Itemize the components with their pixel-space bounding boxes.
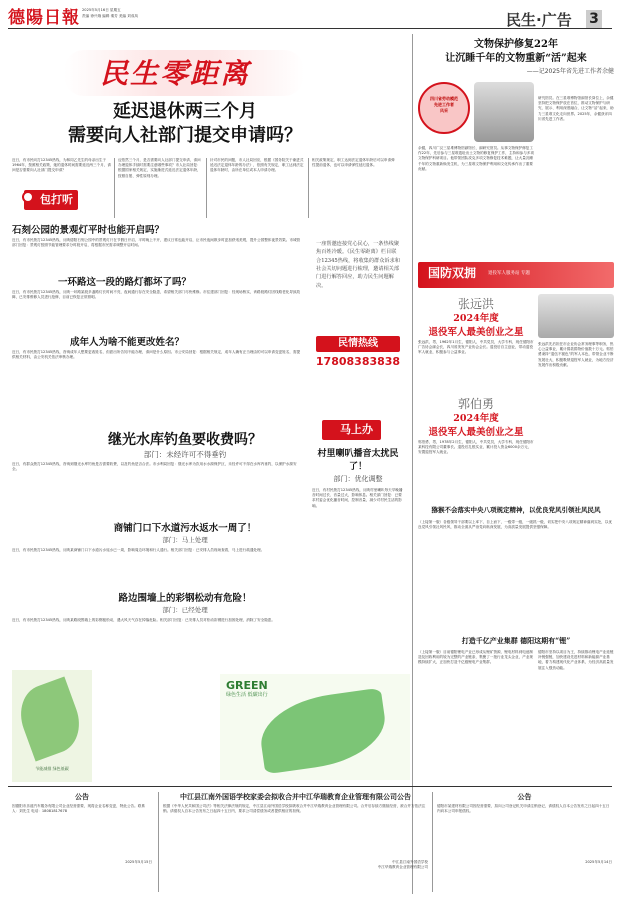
culture-byline: ——记2025年省先进工作者余健 [526,68,614,75]
culture-column-rule [412,34,413,894]
award-text: 四川省劳动模范 先进工作者 风采 [430,96,458,113]
notice-3-body: 德阳市某建材有限公司因经营需要，拟向公司登记机关申请注销登记，请债权人自本公告发布之日起四十五日内向本公司申报债权。 [437,804,610,814]
culture-headline: 文物保护修复22年 让沉睡千年的文物重新“活”起来 [445,39,587,64]
veterans-banner [418,262,614,288]
notice-2-sign: 中江县江南外国语学校 中江华瑞教育企业管理有限公司 [377,860,428,870]
story-1-body: 近日，有市民拨打12345热线，反映德阳石刻公园中的景观灯只在节假日开启，平时晚上不开，建议日常也能开启，让市民夜间散步时更加舒适美观，提升公园整体夜景效果。市城管部门回复：景观灯按照节能管理要求分时段开启，将根据市民需求调整开启时间。 [12,238,301,248]
main-body-a: 迈依然三个月，是否需要向人社部门提交申请，请问办理退休手续时需要注意哪些事项？市人社局回复：根据国家相关规定，实施渐进式延迟法定退休年龄，按照自愿、弹性原则办理。 [114,158,204,218]
small-story-1-body: 近日，有市民拨打12345热线，反映某商铺门口下水道污水返水已一周，影响周边环境和行人通行。相关部门回复：已安排人员现场查看，马上进行疏通处理。 [12,548,265,552]
person-1-name: 张远洪 [457,297,494,311]
notice-2 [158,792,428,892]
story-3-body: 近日，有市民拨打12345热线，咨询成年人想要更改姓名，但派出所告知不能办理，请问是什么原因。市公安局回复：根据相关规定，成年人确有正当理由的可以申请变更姓名，需提供相关材料，由公安机关依法审核办理。 [12,350,301,360]
hotline-poem: 一座帮邀连接党心民心，一条热线聚焦百姓冷暖。《民生零距离》栏目联合12345热线，将收集的群众诉求和社会关切问题进行梳理，邀请相关部门进行解答回应，助力民生问题解决。 [316,241,400,289]
notice-1 [12,792,152,892]
ad-slogan: 绿色生活 低碳出行 [226,692,268,698]
person-1 [418,294,534,394]
veterans-right-col: 张远洪先后担任市企业协会常务理事等职务，热心公益事业，累计捐款捐物价值数十万元。郭伯勇秉持“退伍不褪色”的军人本色，带领企业不断发展壮大，积极吸纳退役军人就业，为地方经济发展作出积极贡献。 [538,342,614,367]
newspaper-logo: 德陽日報 [8,8,80,28]
conduct-headline: 猕猴不会落实中央八项规定精神，以优良党风引领社风民风 [431,506,601,514]
fish-reply: 部门：未经许可不得垂钓 [143,450,227,459]
fish-badge-label: 马上办 [340,423,373,436]
small-story-2-headline: 路边围墙上的彩钢松动有危险！ [118,593,252,604]
main-intro: 近日，有市民向打12345热线，为林同乙先生的母亲出生于1964年，按照相关政策，她的退休时间需要延迟两三个月，请问是否需要向人社部门提交申请？ [12,158,111,173]
notice-1-title: 公告 [75,793,89,801]
leaf-icon [256,688,391,775]
banner-title: 民生零距离 [100,57,251,90]
village-headline: 村里喇叭播音太扰民了！ [317,449,399,473]
leaf-shape-left [12,677,89,762]
editor-line: 责编 徐兴娥 编辑 秦芳 美编 刘成凤 [82,14,139,18]
veterans-banner-sub: 退役军人服务站 专题 [488,271,530,276]
eco-right-col: 德阳市坚持以项目为王，持续推动锂电产业延链补链强链，加快建设先进材料和新能源产业基地，着力构建现代化产业体系，为经济高质量发展注入强劲动能。 [538,650,614,670]
small-story-2-reply: 部门：已经处理 [162,606,208,614]
veteran-photo-1 [538,294,614,338]
person-1-title: 2024年度 退役军人最美创业之星 [428,313,524,338]
village-reply: 部门：优化调整 [333,475,383,483]
green-ad-main [220,674,410,780]
eco-body: （上接第一版）目前德阳锂电产业已形成从锂矿资源、锂电材料到电池制造及回收利用的较为完整的产业链条，集聚了一批行业龙头企业，产业规模持续扩大，正加快打造千亿级锂电产业集群。 [418,650,533,665]
notice-rule [8,786,612,787]
notice-2-body: 根据《中华人民共和国公司法》等相关法律法规的规定，中江县江南外国语学校拟吸收合并中江华瑞教育企业管理有限公司。合并后存续方继续经营，被合并方依法注销。请债权人自本公告发布之日起四十五日内，要求公司清偿债务或者提供相应的担保。 [163,804,426,814]
main-headline: 延迟退休两三个月 需要向人社部门提交申请吗？ [68,101,302,147]
fish-body: 近日，有群众拨打12345热线，咨询到继光水库钓鱼是否需要收费，以及钓鱼是否合法。市水利局回复：继光水库为饮用水水源保护区，未经许可不得在水库内垂钓，以保护水源安全。 [12,462,297,472]
hotline-number: 17808383838 [315,355,401,368]
award-badge [418,82,472,136]
main-body-b: 针对市民的问题，市人社局回应，根据《国务院关于渐进式延迟法定退休年龄的办法》，依照有关规定，职工达到法定退休年龄时，由所在单位或本人申请办理。 [206,158,306,218]
veterans-banner-title: 国防双拥 [428,266,477,280]
notice-3 [432,792,612,892]
info-badge-label: 包打听 [40,193,73,206]
story-3-headline: 成年人为啥不能更改姓名？ [70,337,185,348]
hotline-label: 民情热线 [338,338,378,349]
small-story-1-headline: 商铺门口下水道污水返水一周了！ [113,523,257,534]
green-ad-left [12,670,92,782]
small-story-2-body: 近日，有市民拨打12345热线，反映某路段围墙上的彩钢板松动，遇大风天气存在掉落危险。相关部门回复：已安排人员对松动彩钢进行加固处理，消除了安全隐患。 [12,618,275,622]
person-2-name: 郭伯勇 [457,397,494,411]
notice-1-sign: 2025年5月15日 [125,860,152,865]
left-ad-text: 节能减排 绿色低碳 [35,766,69,771]
small-story-1-reply: 部门：马上处理 [162,536,208,544]
story-2-body: 近日，有市民拨打12345热线，反映一环路某段多盏路灯长时间不亮，夜间通行存在安全隐患，希望相关部门尽快维修。市住建部门回复：经现场核实，该路段路灯因线路老化导致故障，已安排维修人员进行抢修，目前已恢复正常照明。 [12,290,301,300]
culture-right-col: 研究馆员。在三星堆博物馆副馆长岗位上，余健坚持把文物保护放在首位，推动文物保护与研究、展示、利用深度融合，让文物“活”起来，助力三星堆文化走向世界。2025年，余健获评四川省先进工作者。 [538,96,614,121]
village-body: 近日，有村民拨打12345热线，反映村里喇叭每天早晚播音时间过长、音量过大，影响休息。相关部门回复：已要求村委会优化播音时间，控制音量，减少对村民生活的影响。 [312,488,403,508]
notice-3-sign: 2025年5月14日 [585,860,612,865]
notice-2-title: 中江县江南外国语学校家委会拟收合并中江华瑞教育企业管理有限公司公告 [180,793,411,801]
conduct-body: （上接第一版）各级领导干部要以上率下，自上而下，一级带一级，一级抓一级，切实把中央八项规定精神落到实处，以优良党风引领社风民风，推动全面从严治党向纵深发展，为高质量发展提供坚强保障。 [418,520,613,530]
ad-headline: GREEN [226,679,268,692]
notice-1-body: 因德阳市乐道汽车服务有限公司企业经营需要，现将企业名称变更，特此公告。联系人：刘先生 电话：18081817678 [12,804,145,814]
hotline-panel [308,220,408,430]
notice-3-title: 公告 [517,793,532,801]
fish-badge [322,420,381,440]
badge-icon [22,191,34,203]
eco-headline: 打造千亿产业集群 德阳这期有“锂” [461,636,571,645]
person-2 [418,394,534,494]
fish-headline: 继光水库钓鱼要收费吗？ [108,432,262,448]
culture-body: 余健，四川广汉三星堆博物馆副馆长、副研究馆员。从事文物保护修复工作22年，先后参与三星堆遗址出土文物的修复保护工作，主持和参与多项文物保护科研项目。他带领团队攻克多项文物修复技术难题，让大量沉睡千年的文物重新焕发生机，为三星堆文物保护利用和文化传承作出了重要贡献。 [418,146,534,171]
person-2-title: 2024年度 退役军人最美创业之星 [428,413,524,438]
story-2-headline: 一环路这一段的路灯都坏了吗？ [58,277,192,288]
date-line: 2025年5月16日 星期五 [82,8,121,12]
masthead-rule [8,28,612,29]
page-number: 3 [586,10,602,28]
section-title: 民生·广告 [506,11,572,29]
person-1-bio: 张远洪，男，1962年1月生，德阳人，中共党员，大学专科，现任德阳市广告协会副会长，四川省美发产业协会会长。退役后自主创业，带动退役军人就业，积极参与公益事业。 [418,340,534,355]
person-2-bio: 郭伯勇，男，1978年2月生，德阳人，中共党员，大学专科，现任德阳市某科技有限公司董事长。退役后扎根实业，累计投入资金6000余万元，安置退役军人就业。 [418,440,534,455]
main-body-c: 相关政策规定，职工达到法定退休年龄后可以申请弹性提前退休，也可以申请弹性延迟退休。 [308,158,398,218]
portrait-photo [474,82,534,142]
hotline-label-box [316,336,400,352]
story-1-headline: 石刻公园的景观灯平时也能开启吗？ [12,225,165,236]
